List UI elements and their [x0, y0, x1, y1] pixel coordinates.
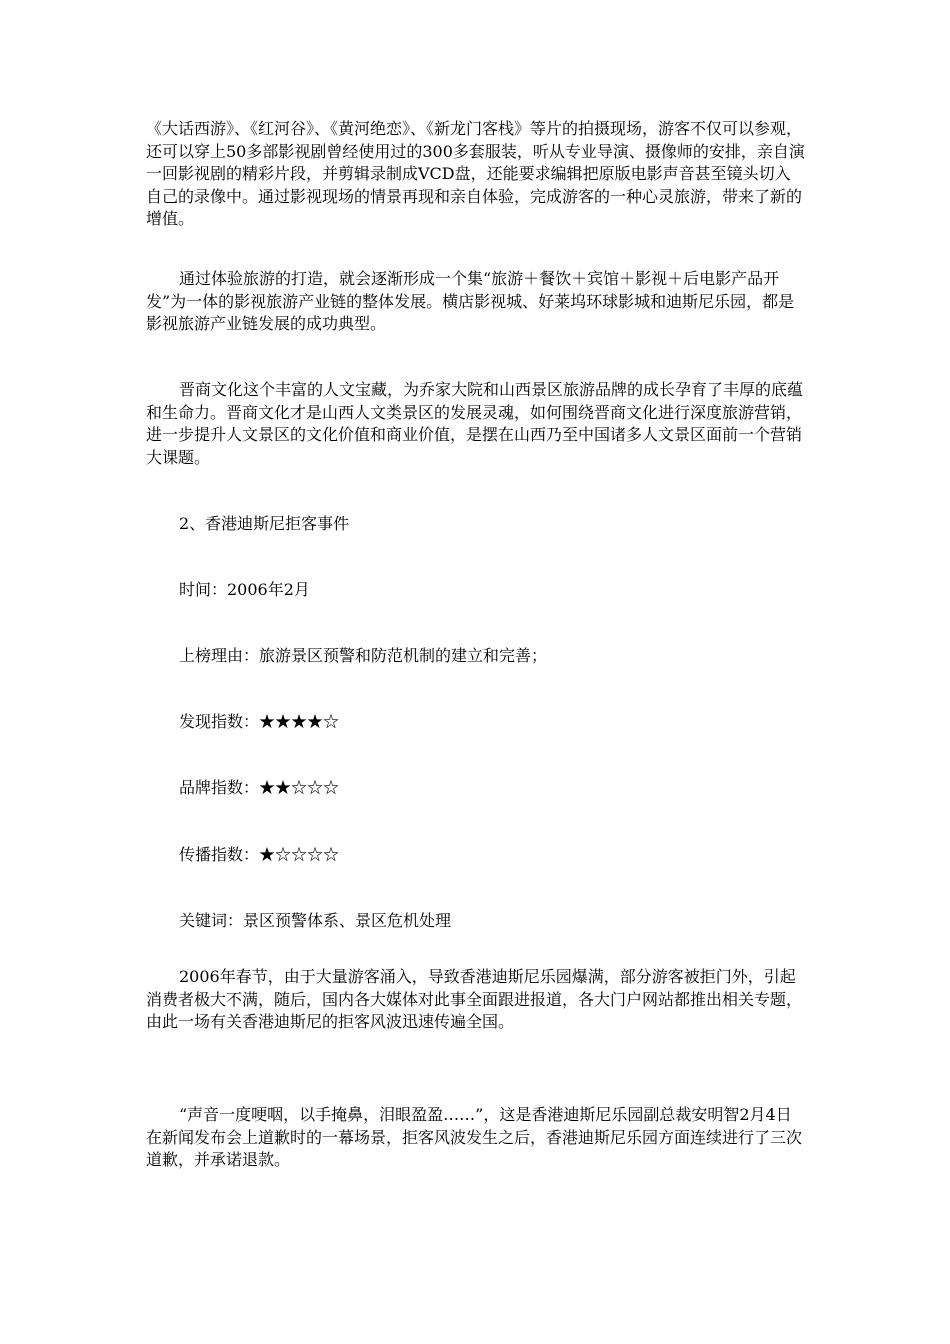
discovery-index-label: 发现指数：: [179, 712, 260, 731]
paragraph-film-sets: 《大话西游》、《红河谷》、《黄河绝恋》、《新龙门客栈》等片的拍摄现场，游客不仅可以参观，还可以穿上50多部影视剧曾经使用过的300多套服装，听从专业导演、摄像师的安排，亲自演一回影视剧的精彩片段，并剪辑录制成VCD盘，还能要求编辑把原版电影声音甚至镜头切入自己的录像中。通过影视现场的情景再现和亲自体验，完成游客的一种心灵旅游，带来了新的增值。: [146, 119, 805, 228]
paragraph-disney-crowding: 2006年春节，由于大量游客涌入，导致香港迪斯尼乐园爆满，部分游客被拒门外，引起消费者极大不满，随后，国内各大媒体对此事全面跟进报道，各大门户网站都推出相关专题，由此一场有关香港迪斯尼的拒客风波迅速传遍全国。: [146, 967, 803, 1031]
keywords-line: 关键词：景区预警体系、景区危机处理: [179, 911, 452, 930]
paragraph-jinshang-culture: 晋商文化这个丰富的人文宝藏，为乔家大院和山西景区旅游品牌的成长孕育了丰厚的底蕴和生命力。晋商文化才是山西人文类景区的发展灵魂，如何围绕晋商文化进行深度旅游营销，进一步提升人文景区的文化价值和商业价值，是摆在山西乃至中国诸多人文景区面前一个营销大课题。: [146, 380, 804, 467]
section-title: 2、香港迪斯尼拒客事件: [179, 514, 350, 533]
paragraph-experience-tourism: 通过体验旅游的打造，就会逐渐形成一个集“旅游＋餐饮＋宾馆＋影视＋后电影产品开发”为一体的影视旅游产业链的整体发展。横店影视城、好莱坞环球影城和迪斯尼乐园，都是影视旅游产业链发展的成功典型。: [146, 269, 795, 333]
spread-index-label: 传播指数：: [179, 845, 260, 864]
brand-index-label: 品牌指数：: [179, 778, 260, 797]
discovery-rating-stars: ★★★★☆: [259, 712, 340, 731]
discovery-index: [146, 711, 339, 734]
paragraph-disney-apology: “声音一度哽咽，以手掩鼻，泪眼盈盈……”，这是香港迪斯尼乐园副总裁安明智2月4日在新闻发布会上道歉时的一幕场景，拒客风波发生之后，香港迪斯尼乐园方面连续进行了三次道歉，并承诺退款。: [146, 1105, 803, 1169]
spread-index: [146, 844, 339, 867]
brand-index: [146, 777, 339, 800]
spread-rating-stars: ★☆☆☆☆: [259, 845, 340, 864]
brand-rating-stars: ★★☆☆☆: [259, 778, 340, 797]
reason-line: 上榜理由：旅游景区预警和防范机制的建立和完善；: [179, 646, 548, 665]
time-line: 时间：2006年2月: [179, 580, 310, 599]
